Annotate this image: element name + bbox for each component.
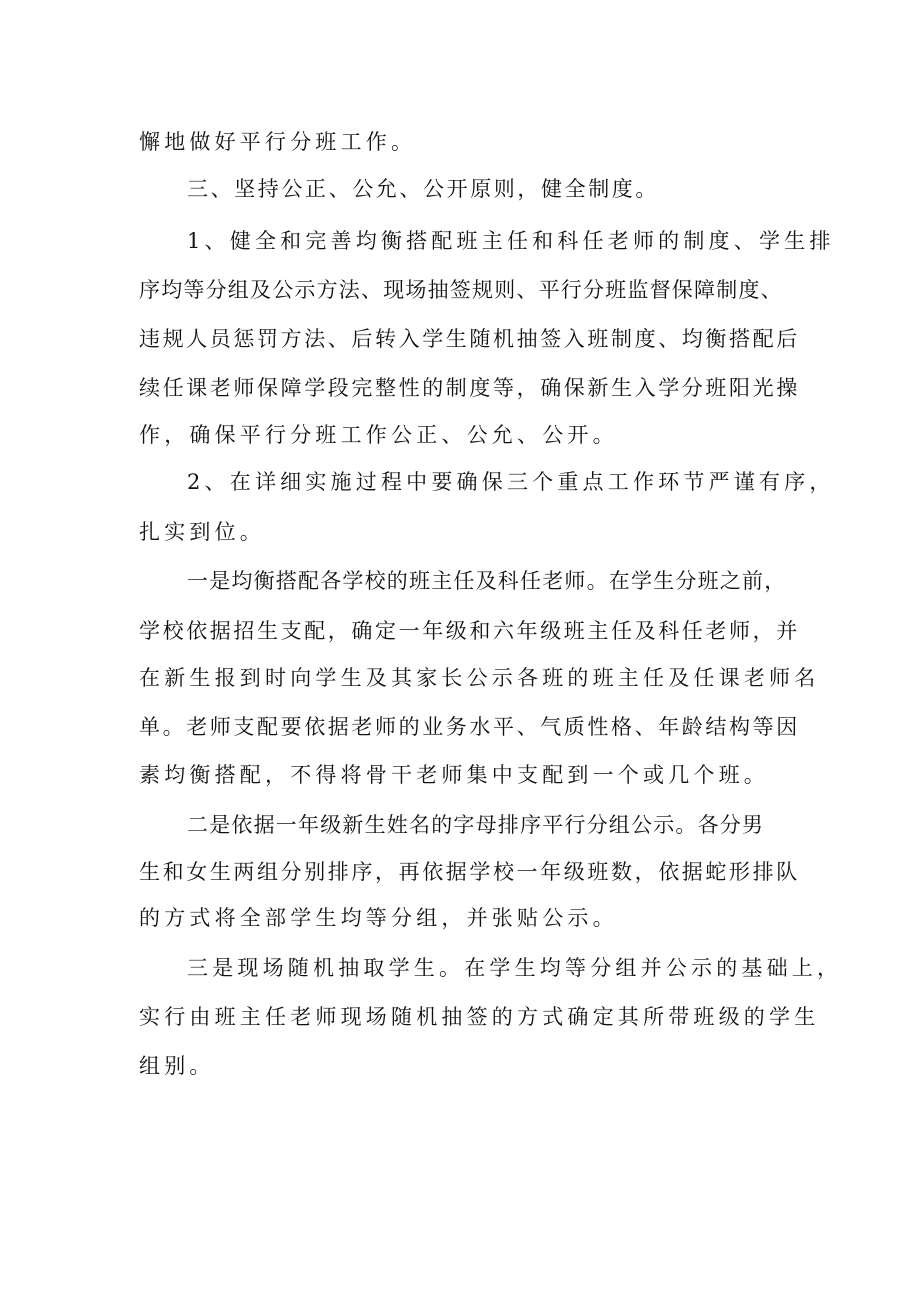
paragraph-line: 二是依据一年级新生姓名的字母排序平行分组公示。各分男 [187, 813, 765, 837]
paragraph-line: 一是均衡搭配各学校的班主任及科任老师。在学生分班之前， [187, 569, 787, 593]
paragraph-line: 懈地做好平行分班工作。 [139, 130, 417, 154]
paragraph-line: 扎实到位。 [139, 520, 265, 544]
paragraph-line: 组别。 [139, 1054, 215, 1078]
paragraph-line: 续任课老师保障学段完整性的制度等，确保新生入学分班阳光操 [139, 376, 800, 400]
paragraph-line: 序均等分组及公示方法、现场抽签规则、平行分班监督保障制度、 [139, 278, 783, 302]
paragraph-line: 素均衡搭配，不得将骨干老师集中支配到一个或几个班。 [139, 763, 769, 787]
paragraph-line: 生和女生两组分别排序，再依据学校一年级班数，依据蛇形排队 [139, 860, 800, 884]
paragraph-line: 单。老师支配要依据老师的业务水平、气质性格、年龄结构等因 [139, 715, 800, 739]
paragraph-line: 学校依据招生支配，确定一年级和六年级班主任及科任老师，并 [139, 619, 800, 643]
paragraph-line: 作，确保平行分班工作公正、公允、公开。 [139, 423, 618, 447]
section-heading: 三、坚持公正、公允、公开原则，健全制度。 [187, 177, 659, 201]
paragraph-line: 实行由班主任老师现场随机抽签的方式确定其所带班级的学生 [139, 1005, 820, 1029]
paragraph-line: 违规人员惩罚方法、后转入学生随机抽签入班制度、均衡搭配后 [139, 327, 800, 351]
paragraph-line: 2、在详细实施过程中要确保三个重点工作环节严谨有序， [187, 470, 835, 494]
paragraph-line: 的方式将全部学生均等分组，并张贴公示。 [139, 906, 618, 930]
paragraph-line: 在新生报到时向学生及其家长公示各班的班主任及任课老师名 [139, 666, 820, 690]
paragraph-line: 三是现场随机抽取学生。在学生均等分组并公示的基础上， [187, 956, 843, 980]
paragraph-line: 1、健全和完善均衡搭配班主任和科任老师的制度、学生排 [187, 229, 835, 253]
